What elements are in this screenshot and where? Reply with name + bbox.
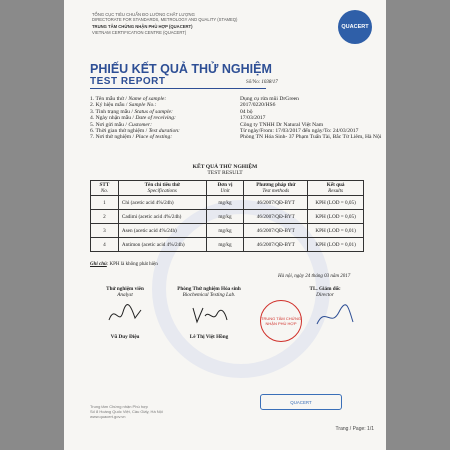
info-value: Dụng cụ rửa mũi DrGreen — [240, 96, 299, 102]
cell-result: KPH (LOD = 0,01) — [308, 224, 364, 238]
handwritten-signature-icon — [105, 302, 145, 328]
note-label: Ghi chú — [90, 262, 107, 267]
footer-line-1: Trung tâm Chứng nhận Phù hợp — [90, 404, 148, 409]
security-seal — [260, 394, 342, 410]
header-text-en: Test methods — [262, 188, 290, 194]
cell-unit: mg/kg — [206, 196, 244, 210]
quacert-logo — [338, 10, 372, 44]
info-label-en: Sample No.: — [128, 102, 157, 109]
info-value: Công ty TNHH Dr Natural Việt Nam — [240, 121, 324, 128]
note: Ghi chú: KPH là không phát hiện — [90, 262, 158, 267]
info-label-en: Date of receiving: — [135, 115, 176, 122]
note-text: KPH là không phát hiện — [109, 262, 158, 267]
header-text-en: No. — [100, 188, 109, 194]
info-label: 5. Nơi gửi mẫu / — [90, 121, 129, 128]
info-value: Từ ngày/From: 17/03/2017 đến ngày/To: 24/03/2017 — [240, 128, 359, 135]
info-label: 6. Thời gian thử nghiệm / — [90, 128, 149, 135]
seal-text: QUACERT — [290, 399, 312, 405]
table-row — [91, 238, 364, 252]
info-label: 4. Ngày nhận mẫu / — [90, 115, 136, 122]
sample-info — [90, 96, 381, 141]
report-number-value: 1038/17 — [261, 80, 278, 85]
page-number: Trang / Page: 1/1 — [335, 426, 374, 432]
cell-spec: Cadimi (acetic acid 4%/24h) — [118, 210, 206, 224]
org-line-1: TỔNG CỤC TIÊU CHUẨN ĐO LƯỜNG CHẤT LƯỢNG — [92, 12, 195, 17]
info-value: 04 bộ — [240, 108, 253, 115]
info-label: 3. Tình trạng mẫu / — [90, 108, 135, 115]
header-text: Đơn vị — [217, 182, 233, 188]
info-label-en: Place of testing: — [135, 134, 173, 141]
footer-line-2: Số 8 Hoàng Quốc Việt, Cầu Giấy, Hà Nội — [90, 409, 163, 414]
date-line: Hà nội, ngày 24 tháng 03 năm 2017 — [278, 274, 351, 279]
header-result — [308, 181, 364, 196]
cell-result: KPH (LOD = 0,05) — [308, 196, 364, 210]
cell-spec: Asen (acetic acid 4%/24h) — [118, 224, 206, 238]
info-label: 7. Nơi thử nghiệm / — [90, 134, 136, 141]
info-value: Phòng TN Hóa Sinh- 37 Phạm Tuấn Tài, Bắc Từ Liêm, Hà Nội — [240, 134, 382, 141]
header-unit — [206, 181, 244, 196]
red-stamp — [260, 300, 302, 342]
org-line-2: DIRECTORATE FOR STANDARDS, METROLOGY AND QUALITY (STAMEQ) — [92, 17, 238, 23]
results-table — [90, 180, 364, 252]
center-line-2: VIETNAM CERTIFICATION CENTRE (QUACERT) — [92, 29, 187, 35]
header-no — [91, 181, 119, 196]
report-number-label: Số/No — [246, 80, 259, 85]
title-underline — [90, 88, 266, 89]
cell-method: 46/2007/QĐ-BYT — [244, 238, 308, 252]
cell-method: 46/2007/QĐ-BYT — [244, 224, 308, 238]
info-label-en: Name of sample: — [128, 96, 167, 102]
results-subtitle: TEST RESULT — [207, 170, 243, 177]
signature-title: Phòng Thử nghiệm Hóa sinh — [177, 286, 241, 292]
results-heading — [64, 164, 386, 177]
footer — [90, 404, 163, 419]
cell-no: 3 — [91, 224, 119, 238]
info-label-en: Status of sample: — [134, 108, 173, 115]
header-text: Kết quả — [326, 182, 345, 188]
signature-subtitle: Director — [316, 292, 334, 298]
stamp-text: TRUNG TÂM CHỨNG NHẬN PHÙ HỢP — [261, 316, 302, 326]
signature-name: Lê Thị Việt Hồng — [189, 334, 229, 340]
header-method — [244, 181, 308, 196]
cell-result: KPH (LOD = 0,05) — [308, 210, 364, 224]
table-row — [91, 224, 364, 238]
report-number: Số/No: 1038/17 — [246, 80, 278, 85]
cell-no: 2 — [91, 210, 119, 224]
header-text-en: Results — [328, 188, 344, 194]
test-report-document — [64, 0, 386, 450]
table-row — [91, 210, 364, 224]
signature-title: TL. Giám đốc — [309, 286, 341, 292]
signature-analyst — [90, 286, 160, 340]
cell-spec: Chì (acetic acid 4%/24h) — [118, 196, 206, 210]
signature-subtitle: Analyst — [117, 292, 133, 298]
info-label: 2. Ký hiệu mẫu / — [90, 102, 129, 109]
cell-spec: Antimon (acetic acid 4%/24h) — [118, 238, 206, 252]
info-label: 1. Tên mẫu thử / — [90, 96, 129, 102]
signature-lab — [164, 286, 254, 340]
handwritten-signature-icon — [295, 302, 355, 332]
cell-no: 4 — [91, 238, 119, 252]
header-text: STT — [99, 182, 110, 188]
handwritten-signature-icon — [187, 302, 231, 328]
results-title: KẾT QUẢ THỬ NGHIỆM — [192, 164, 258, 170]
header-text: Phương pháp thử — [256, 182, 296, 188]
info-label-en: Test duration: — [148, 128, 180, 135]
signature-subtitle: Biochemical Testing Lab. — [182, 292, 236, 298]
cell-result: KPH (LOD = 0,01) — [308, 238, 364, 252]
report-subtitle: TEST REPORT — [90, 76, 166, 87]
info-value: 2017/0220/HS6 — [240, 102, 276, 109]
cell-method: 46/2007/QĐ-BYT — [244, 196, 308, 210]
footer-line-3: www.quacert.gov.vn — [90, 414, 126, 419]
cell-unit: mg/kg — [206, 210, 244, 224]
info-row — [90, 134, 381, 140]
report-title: PHIẾU KẾT QUẢ THỬ NGHIỆM — [90, 62, 272, 76]
info-label-en: Customer: — [128, 121, 152, 128]
table-header-row — [91, 181, 364, 196]
cell-method: 46/2007/QĐ-BYT — [244, 210, 308, 224]
logo-text: QUACERT — [341, 24, 369, 30]
info-value: 17/03/2017 — [240, 115, 266, 122]
document-header — [92, 12, 237, 35]
cell-unit: mg/kg — [206, 238, 244, 252]
header-text-en: Specifications — [147, 188, 177, 194]
center-line-1: TRUNG TÂM CHỨNG NHẬN PHÙ HỢP (QUACERT) — [92, 24, 193, 30]
table-row — [91, 196, 364, 210]
signature-name: Vũ Duy Điệu — [110, 334, 140, 340]
cell-no: 1 — [91, 196, 119, 210]
header-spec — [118, 181, 206, 196]
header-text-en: Unit — [220, 188, 230, 194]
header-text: Tên chỉ tiêu thử — [144, 182, 180, 188]
cell-unit: mg/kg — [206, 224, 244, 238]
signature-title: Thử nghiệm viên — [106, 286, 144, 292]
